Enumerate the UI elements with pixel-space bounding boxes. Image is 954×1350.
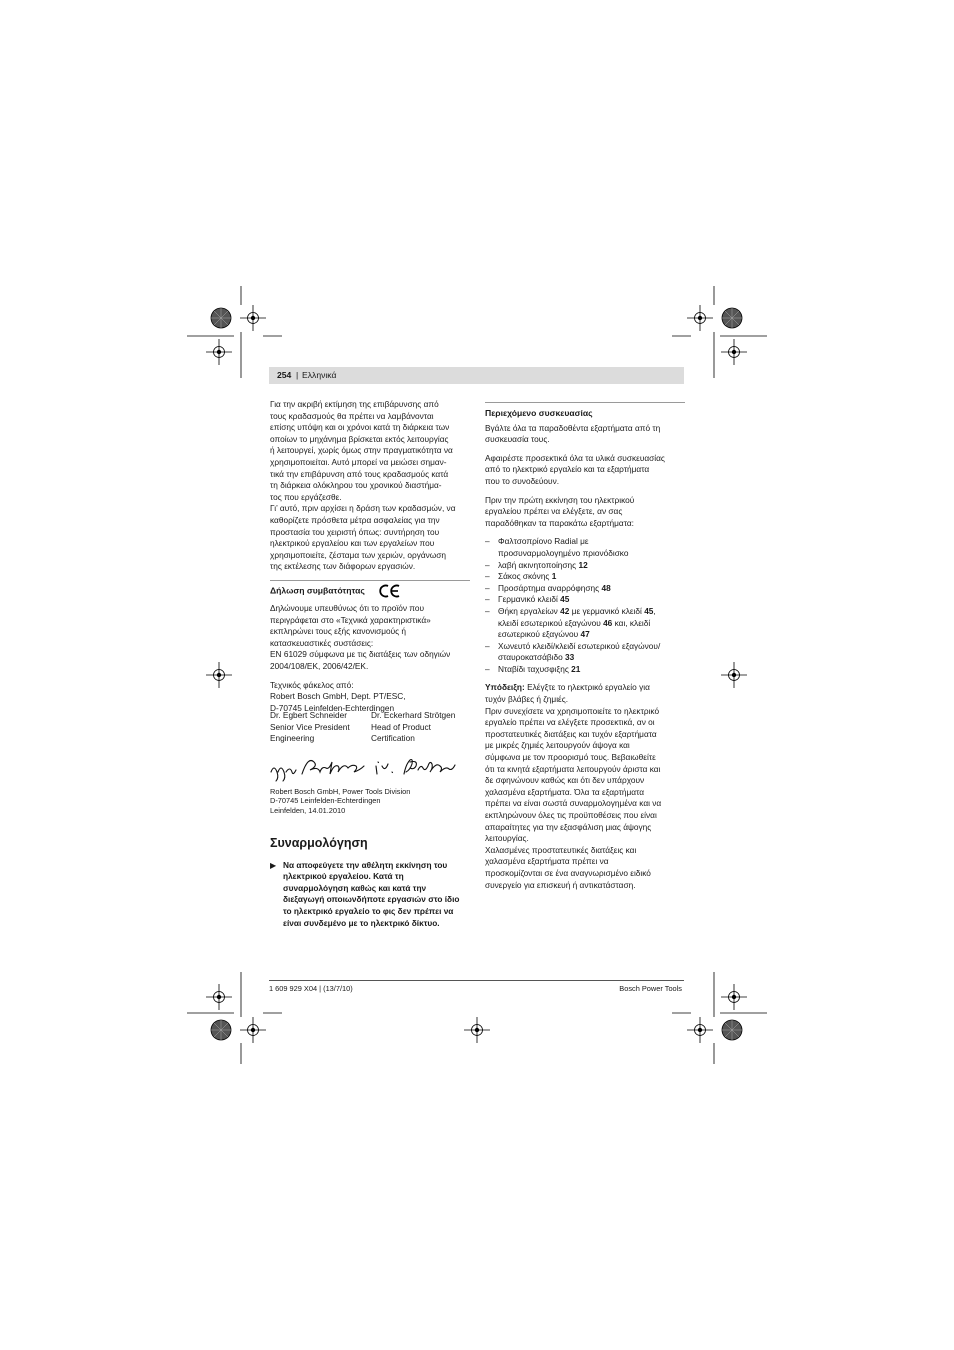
- signatures-image: [268, 752, 473, 784]
- vibration-paragraph: Για την ακριβή εκτίμηση της επιβάρυνσης από τους κραδασμούς θα πρέπει να λαμβάνονται επίσης υπόψη και οι χρόνοι κατά τη διάρκεια των οποίων το μηχάνημα βρίσκεται εκτός λειτουργίας ή λειτουργεί, χωρίς όμως στην πραγματικότητα να χρησιμοποιείται. Αυτό μπορεί να μειώσει σημαν- τικά την επιβάρυνση από τους κραδασμούς κατά τη διάρκεια ολόκληρου του χρονικού διαστήμα- τος που εργάζεσθε. Γι’ αυτό, πριν αρχίσει η δράση των κραδασμών, να καθορίζετε πρόσθετα μέτρα ασφαλείας για την προστασία του χειριστή όπως: συντήρηση του ηλεκτρικού εργαλείου και των εργαλείων που χρησιμοποιείτε, ζέσταμα των χεριών, οργάνωση της εκτέλεσης των διάφορων εργασιών.: [270, 399, 456, 572]
- registration-crosshair-icon: [240, 305, 266, 331]
- note-paragraph: Υπόδειξη: Ελέγξτε το ηλεκτρικό εργαλείο για τυχόν βλάβες ή ζημιές. Πριν συνεχίσετε να χρησιμοποιείτε το ηλεκτρικό εργαλείο πρέπει να ελέγξετε προσεκτικά, αν οι προστατευτικές διατάξεις και τυχόν εξαρτήματα με μικρές ζημιές λειτουργούν άψογα και σύμφωνα με τον προορισμό τους. Βεβαιωθείτε ότι τα κινητά εξαρτήματα λειτουργούν άριστα και δε σφηνώνουν καθώς και ότι δεν υπάρχουν χαλασμένα εξαρτήματα. Όλα τα εξαρτήματα πρέπει να είναι σωστά συναρμολογημένα και να εκπληρώνουν όλες τις προϋποθέσεις που είναι απαραίτητες για την εξασφάλιση μιας άψογης λειτουργίας. Χαλασμένες προστατευτικές διατάξεις και χαλασμένα εξαρτήματα πρέπει να προσκομίζονται σε ένα αναγνωρισμένο ειδικό συνεργείο για επισκευή ή αντικατάσταση.: [485, 682, 662, 890]
- list-item: – Νταβίδι ταχυσφιξης 21: [485, 663, 581, 674]
- unpack-paragraph: Βγάλτε όλα τα παραδοθέντα εξαρτήματα από τη συσκευασία τους.: [485, 422, 661, 445]
- registration-crosshair-icon: [687, 305, 713, 331]
- list-item: – Θήκη εργαλείων 42 με γερμανικό κλειδί 45, κλειδί εσωτερικού εξαγώνου 46 και, κλειδί εσωτερικού εξαγώνου 47: [485, 605, 656, 640]
- assembly-warning: ▶ Να αποφεύγετε την αθέλητη εκκίνηση του ηλεκτρικού εργαλείου. Κατά τη συναρμολόγηση καθώς και κατά την διεξαγωγή οποιωνδήποτε εργασιών στο ίδιο το ηλεκτρικό εργαλείο το φις δεν πρέπει να είναι συνδεμένο με το ηλεκτρικό δίκτυο.: [270, 859, 460, 928]
- declaration-body: Δηλώνουμε υπευθύνως ότι το προϊόν που περιγράφεται στο «Τεχνικά χαρακτηριστικά» εκπληρώνει τους εξής κανονισμούς ή κατασκευαστικές συστάσεις: EN 61029 σύμφωνα με τις διατάξεις των οδηγιών 2004/108/ΕΚ, 2006/42/ΕΚ.: [270, 603, 451, 671]
- technical-file: Τεχνικός φάκελος από: Robert Bosch GmbH, Dept. PT/ESC, D-70745 Leinfelden-Echterdingen: [270, 679, 406, 713]
- registration-crosshair-icon: [721, 984, 747, 1010]
- footer-doc-number: 1 609 929 X04 | (13/7/10): [269, 984, 353, 993]
- registration-crosshair-icon: [687, 1017, 713, 1043]
- signer-stroetgen: Dr. Eckerhard Strötgen Head of Product Certification: [371, 710, 456, 744]
- registration-dial-icon: [211, 1020, 231, 1040]
- registration-crosshair-icon: [206, 984, 232, 1010]
- contents-heading: Περιεχόμενο συσκευασίας: [485, 402, 685, 420]
- registration-crosshair-icon: [721, 662, 747, 688]
- registration-crosshair-icon: [240, 1017, 266, 1043]
- declaration-section: [270, 580, 470, 714]
- company-address: Robert Bosch GmbH, Power Tools Division D-70745 Leinfelden-Echterdingen Leinfelden, 14.01.2010: [270, 787, 411, 815]
- list-item: – λαβή ακινητοποίησης 12: [485, 559, 588, 570]
- page-number: 254: [277, 370, 292, 380]
- registration-dial-icon: [722, 308, 742, 328]
- registration-dial-icon: [722, 1020, 742, 1040]
- left-column: [270, 399, 470, 573]
- header-separator: |: [296, 370, 299, 380]
- declaration-heading: Δήλωση συμβατότητας: [270, 580, 470, 598]
- registration-crosshair-icon: [464, 1017, 490, 1043]
- check-parts-paragraph: Πριν την πρώτη εκκίνηση του ηλεκτρικού εργαλείου πρέπει να ελέγξετε, αν σας παραδόθηκαν τα παρακάτω εξαρτήματα:: [485, 494, 635, 528]
- right-column: [485, 402, 685, 891]
- list-item: – Γερμανικό κλειδί 45: [485, 594, 570, 605]
- page-header: [269, 367, 684, 384]
- list-item: – Φαλτσοπρίονο Radial με προσυναρμολογημένο πριονόδισκο: [485, 536, 629, 558]
- registration-crosshair-icon: [206, 662, 232, 688]
- registration-dial-icon: [211, 308, 231, 328]
- registration-crosshair-icon: [206, 339, 232, 365]
- warning-bullet-icon: ▶: [270, 860, 277, 870]
- list-item: – Προσάρτημα αναρρόφησης 48: [485, 582, 611, 593]
- header-language: Ελληνικά: [302, 370, 337, 380]
- assembly-section: [270, 838, 470, 929]
- registration-crosshair-icon: [721, 339, 747, 365]
- footer-brand: Bosch Power Tools: [619, 984, 682, 993]
- assembly-heading: Συναρμολόγηση: [270, 836, 368, 850]
- signer-schneider: Dr. Egbert Schneider Senior Vice President Engineering: [270, 710, 350, 744]
- list-item: – Σάκος σκόνης 1: [485, 571, 557, 582]
- page-footer: [269, 980, 684, 993]
- remove-packaging-paragraph: Αφαιρέστε προσεκτικά όλα τα υλικά συσκευασίας από το ηλεκτρικό εργαλείο και τα εξαρτήματα που το συνοδεύουν.: [485, 452, 665, 486]
- parts-list: [485, 536, 685, 675]
- ce-mark-icon: [379, 584, 401, 598]
- list-item: – Χωνευτό κλειδί/κλειδί εσωτερικού εξαγώνου/ σταυροκατσάβιδο 33: [485, 640, 661, 663]
